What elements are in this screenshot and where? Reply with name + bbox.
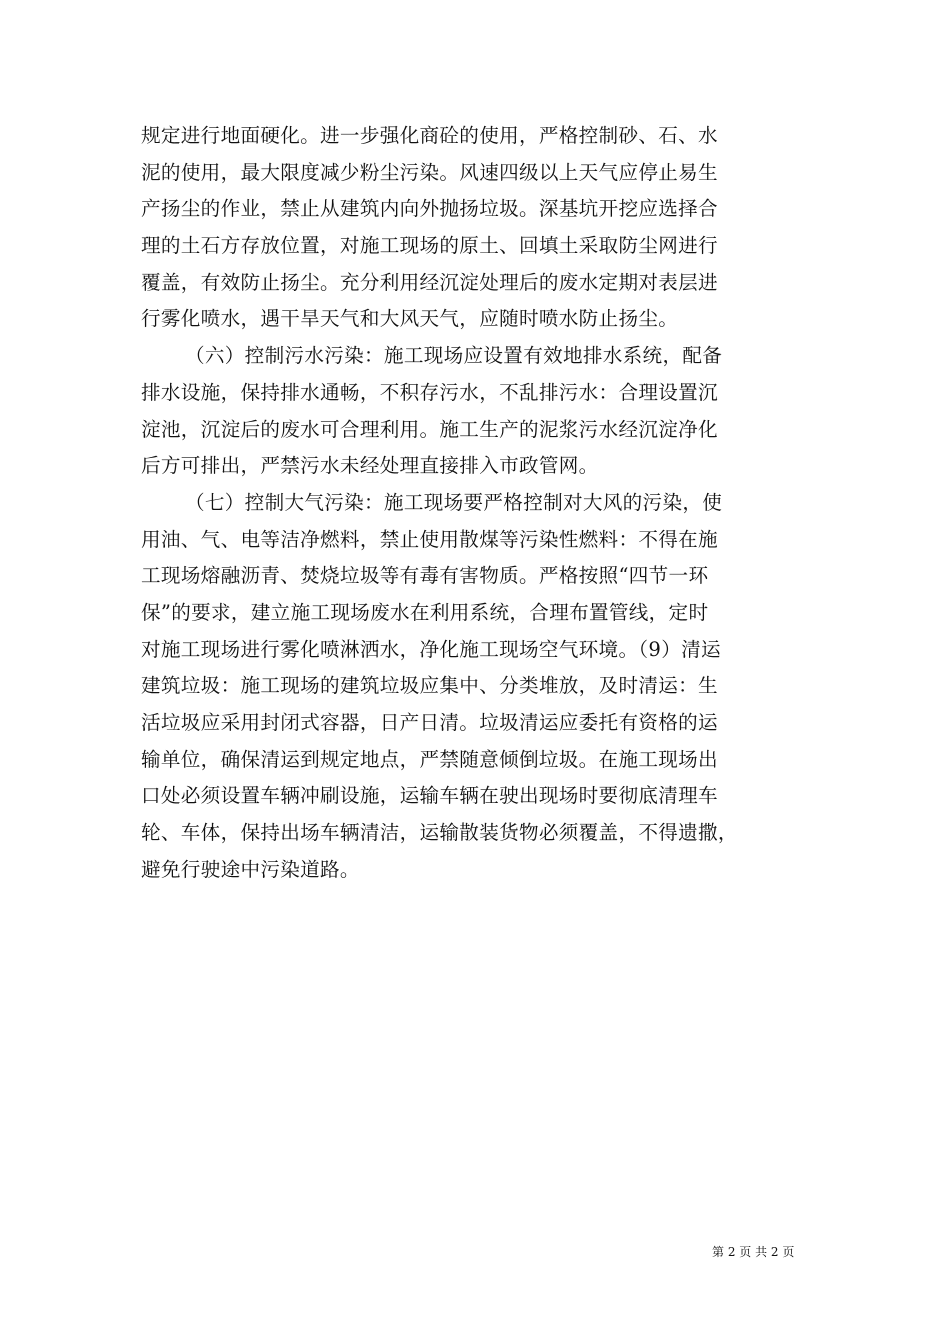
text-line: 活垃圾应采用封闭式容器，日产日清。垃圾清运应委托有资格的运 (141, 711, 718, 734)
text-line: 保”的要求，建立施工现场废水在利用系统，合理布置管线，定时 (141, 600, 709, 624)
text-line: 理的土石方存放位置，对施工现场的原土、回填土采取防尘网进行 (141, 234, 718, 258)
text-line: 产扬尘的作业，禁止从建筑内向外抛扬垃圾。深基坑开挖应选择合 (141, 197, 718, 221)
paragraph-start-line: （六）控制污水污染：施工现场应设置有效地排水系统，配备 (185, 344, 723, 368)
text-line: 避免行驶途中污染道路。 (141, 857, 360, 881)
text-line: 用油、气、电等洁净燃料，禁止使用散煤等污染性燃料：不得在施 (141, 527, 718, 551)
page-number: 第 2 页 共 2 页 (712, 1245, 795, 1259)
text-line: 覆盖，有效防止扬尘。充分利用经沉淀处理后的废水定期对表层进 (141, 270, 718, 294)
document-body (141, 118, 831, 888)
text-line: 泥的使用，最大限度减少粉尘污染。风速四级以上天气应停止易生 (141, 160, 718, 184)
text-line: 工现场熔融沥青、焚烧垃圾等有毒有害物质。严格按照“四节一环 (141, 564, 709, 588)
text-line: 建筑垃圾：施工现场的建筑垃圾应集中、分类堆放，及时清运：生 (141, 674, 718, 698)
text-line: 排水设施，保持排水通畅，不积存污水，不乱排污水：合理设置沉 (141, 380, 718, 404)
text-line: 行雾化喷水，遇干旱天气和大风天气，应随时喷水防止扬尘。 (141, 307, 679, 331)
text-line: 淀池，沉淀后的废水可合理利用。施工生产的泥浆污水经沉淀净化 (141, 417, 718, 441)
text-line: 口处必须设置车辆冲刷设施，运输车辆在驶出现场时要彻底清理车 (141, 784, 718, 808)
text-line: 规定进行地面硬化。进一步强化商砼的使用，严格控制砂、石、水 (141, 124, 718, 147)
text-line: 对施工现场进行雾化喷淋洒水，净化施工现场空气环境。（9）清运 (141, 637, 721, 661)
text-line: 后方可排出，严禁污水未经处理直接排入市政管网。 (141, 454, 599, 478)
paragraph-start-line: （七）控制大气污染：施工现场要严格控制对大风的污染，使 (185, 490, 723, 514)
text-line: 轮、车体，保持出场车辆清洁，运输散装货物必须覆盖，不得遗撒， (141, 821, 738, 845)
text-line: 输单位，确保清运到规定地点，严禁随意倾倒垃圾。在施工现场出 (141, 747, 718, 771)
